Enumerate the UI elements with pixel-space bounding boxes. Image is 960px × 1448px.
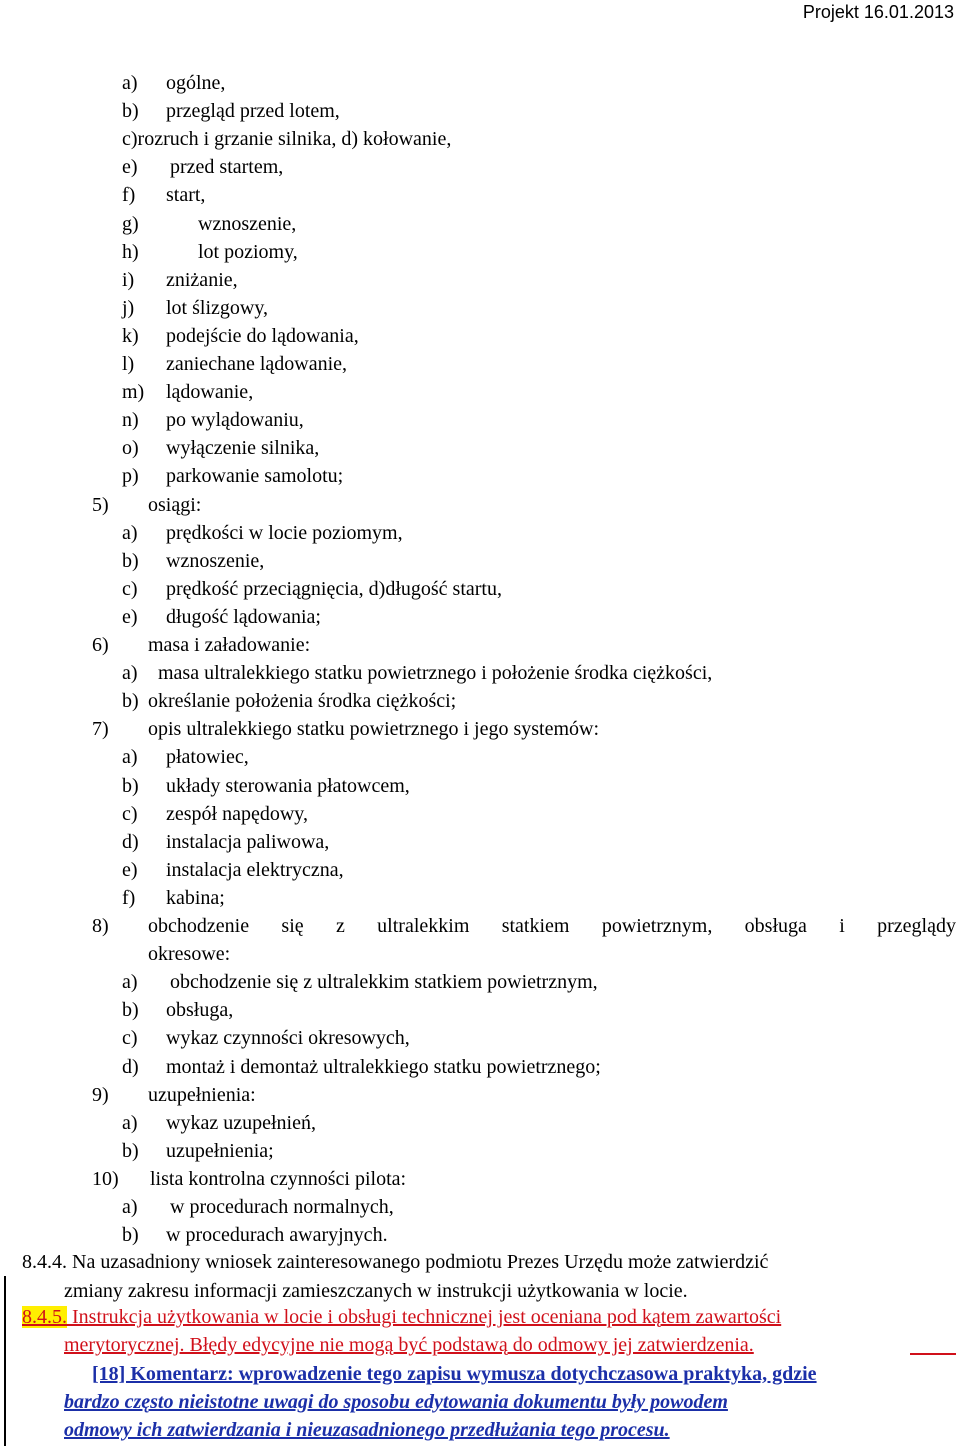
revision-rule [910, 1353, 956, 1355]
list-item-text: podejście do lądowania, [166, 324, 359, 347]
list-item-label: g) [122, 212, 139, 235]
list-item-label: 5) [92, 493, 109, 516]
list-item-label: a) [122, 1111, 138, 1134]
list-item-text: start, [166, 184, 206, 207]
list-item-label: 10) [92, 1167, 119, 1190]
list-item-text: prędkość przeciągnięcia, d)długość startu, [166, 577, 502, 600]
list-item-label: a) [122, 1196, 138, 1218]
list-item-label: m) [122, 381, 145, 404]
page-header: Projekt 16.01.2013 [802, 2, 954, 22]
list-item-text: długość lądowania; [166, 605, 321, 628]
list-item-text: określanie położenia środka ciężkości; [148, 690, 457, 713]
list-item-label: e) [122, 858, 138, 881]
list-item-text: parkowanie samolotu; [166, 465, 344, 488]
list-item-text: lot ślizgowy, [166, 296, 269, 319]
list-item-text: przed startem, [170, 156, 284, 179]
comment-line-1: [18] Komentarz: wprowadzenie tego zapisu wymusza dotychczasowa praktyka, gdzie [92, 1363, 817, 1385]
list-item-text: obchodzenie się z ultralekkim statkiem powietrznym, obsługa i przeglądy [148, 915, 956, 937]
list-item-label: 8) [92, 915, 109, 937]
list-item-text: kabina; [166, 886, 225, 909]
list-item-text: zespół napędowy, [166, 802, 308, 825]
list-item-label: b) [122, 1224, 139, 1247]
list-item-label: i) [122, 268, 135, 291]
list-item-label: a) [122, 521, 138, 544]
list-item-text: wykaz uzupełnień, [166, 1111, 316, 1134]
list-item-text: prędkości w locie poziomym, [166, 521, 403, 544]
list-item-label: e) [122, 605, 138, 628]
list-item-text: w procedurach awaryjnych. [166, 1224, 388, 1247]
list-item-label: h) [122, 240, 139, 263]
list-item-label: j) [122, 296, 135, 319]
list-item-text: c)rozruch i grzanie silnika, d) kołowanie, [122, 128, 452, 151]
list-item-text: lot poziomy, [198, 240, 298, 263]
paragraph-text: Na uzasadniony wniosek zainteresowanego podmiotu Prezes Urzędu może zatwierdzić [72, 1251, 769, 1273]
list-item-text: wyłączenie silnika, [166, 437, 320, 460]
list-item-text: ogólne, [166, 72, 226, 94]
list-item-label: l) [122, 353, 135, 375]
list-item-text: obsługa, [166, 999, 234, 1022]
list-item-text: wznoszenie, [166, 549, 265, 572]
list-item-text: instalacja paliwowa, [166, 830, 330, 853]
list-item-label: a) [122, 746, 138, 769]
list-item-text: montaż i demontaż ultralekkiego statku powietrznego; [166, 1055, 601, 1078]
list-item-label: n) [122, 409, 139, 432]
list-item-text: osiągi: [148, 493, 202, 516]
list-item-text: uzupełnienia: [148, 1083, 256, 1106]
list-item-text: w procedurach normalnych, [170, 1196, 394, 1218]
list-item-text: wykaz czynności okresowych, [166, 1027, 410, 1050]
list-item-label: f) [122, 184, 136, 207]
comment-line-3: odmowy ich zatwierdzania i nieuzasadnionego przedłużania tego procesu. [64, 1419, 670, 1441]
list-item-text: zaniechane lądowanie, [166, 353, 348, 375]
paragraph-8-4-4-line-2: zmiany zakresu informacji zamieszczanych w instrukcji użytkowania w locie. [64, 1280, 688, 1302]
list-item-label: 9) [92, 1083, 109, 1106]
list-item-label: b) [122, 690, 139, 713]
paragraph-number: 8.4.5. [22, 1306, 67, 1328]
list-item-text: układy sterowania płatowcem, [166, 774, 410, 797]
list-item-text: płatowiec, [166, 746, 249, 769]
list-item-text: masa ultralekkiego statku powietrznego i położenie środka ciężkości, [158, 662, 713, 685]
list-item-label: c) [122, 1027, 138, 1050]
list-item-text: uzupełnienia; [166, 1139, 274, 1162]
list-item-label: 6) [92, 634, 109, 656]
list-item-label: c) [122, 802, 138, 825]
change-bar [4, 1276, 6, 1446]
list-item-label: b) [122, 549, 139, 572]
list-item-label: b) [122, 100, 139, 123]
list-item-label: a) [122, 971, 138, 994]
list-item-label: f) [122, 886, 136, 909]
list-item-label: k) [122, 324, 139, 347]
paragraph-8-4-5-line-1 [22, 1305, 781, 1329]
list-item-text: lista kontrolna czynności pilota: [150, 1167, 407, 1190]
paragraph-number: 8.4.4. [22, 1251, 67, 1273]
list-item-text: okresowe: [148, 943, 231, 966]
list-item-text: po wylądowaniu, [166, 409, 304, 432]
paragraph-8-4-4-line-1 [22, 1250, 956, 1274]
list-item-text: zniżanie, [166, 268, 238, 291]
list-item-label: a) [122, 72, 138, 94]
list-item-label: c) [122, 577, 138, 600]
list-item-text: obchodzenie się z ultralekkim statkiem powietrznym, [170, 971, 598, 994]
list-item-label: 7) [92, 718, 109, 741]
paragraph-8-4-5-line-2: merytorycznej. Błędy edycyjne nie mogą być podstawą do odmowy jej zatwierdzenia. [64, 1334, 754, 1356]
list-item-label: o) [122, 437, 139, 460]
list-item-text: instalacja elektryczna, [166, 858, 344, 881]
list-item-label: p) [122, 465, 139, 488]
paragraph-text: Instrukcja użytkowania w locie i obsługi technicznej jest oceniana pod kątem zawartości [72, 1306, 782, 1328]
list-item-label: e) [122, 156, 138, 179]
list-item-text: lądowanie, [166, 381, 254, 404]
list-item-label: b) [122, 774, 139, 797]
list-item-text: masa i załadowanie: [148, 634, 311, 656]
list-item-label: b) [122, 999, 139, 1022]
comment-line-2: bardzo często nieistotne uwagi do sposobu edytowania dokumentu były powodem [64, 1391, 728, 1413]
list-item-text: opis ultralekkiego statku powietrznego i jego systemów: [148, 718, 600, 741]
list-item-label: d) [122, 830, 139, 853]
list-item-text: wznoszenie, [198, 212, 297, 235]
list-item-text: przegląd przed lotem, [166, 100, 340, 123]
list-item-label: a) [122, 662, 138, 685]
list-item-label: d) [122, 1055, 139, 1078]
list-item-label: b) [122, 1139, 139, 1162]
